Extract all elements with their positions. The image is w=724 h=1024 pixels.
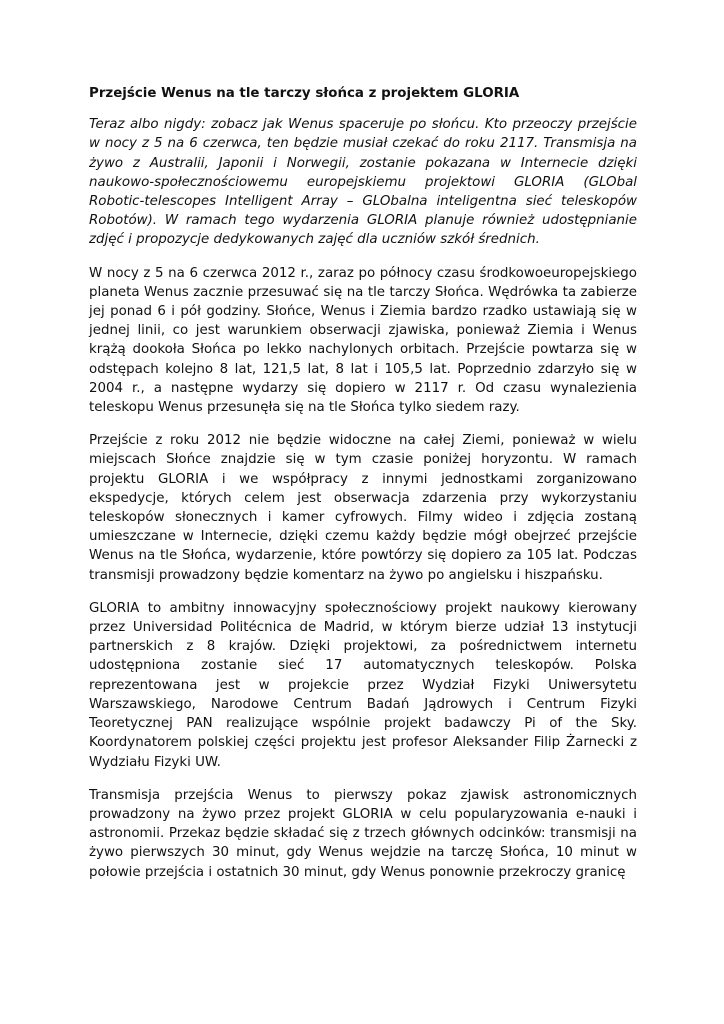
body-paragraph-1: W nocy z 5 na 6 czerwca 2012 r., zaraz po północy czasu środkowoeuropejskiego planeta Wenus zacznie przesuwać się na tle tarczy Słońca. Wędrówka ta zabierze jej ponad 6 i pół godziny. Słońce, Wenus i Ziemia bardzo rzadko ustawiają się w jednej linii, co jest warunkiem obserwacji zjawiska, ponieważ Ziemia i Wenus krążą dookoła Słońca po lekko nachylonych orbitach. Przejście powtarza się w odstępach kolejno 8 lat, 121,5 lat, 8 lat i 105,5 lat. Poprzednio zdarzyło się w 2004 r., a następne wydarzy się dopiero w 2117 r. Od czasu wynalezienia teleskopu Wenus przesunęła się na tle Słońca tylko siedem razy. <box>89 265 637 416</box>
body-paragraph-4: Transmisja przejścia Wenus to pierwszy pokaz zjawisk astronomicznych prowadzony na żywo przez projekt GLORIA w celu popularyzowania e-nauki i astronomii. Przekaz będzie składać się z trzech głównych odcinków: transmisji na żywo pierwszych 30 minut, gdy Wenus wejdzie na tarczę Słońca, 10 minut w połowie przejścia i ostatnich 30 minut, gdy Wenus ponownie przekroczy granicę <box>89 787 637 880</box>
lead-paragraph: Teraz albo nigdy: zobacz jak Wenus spaceruje po słońcu. Kto przeoczy przejście w nocy z 5 na 6 czerwca, ten będzie musiał czekać do roku 2117. Transmisja na żywo z Australii, Japonii i Norwegii, zostanie pokazana w Internecie dzięki naukowo-społecznościowemu europejskiemu projektowi GLORIA (GLObal Robotic-telescopes Intelligent Array – GLObalna inteligentna sieć teleskopów Robotów). W ramach tego wydarzenia GLORIA planuje również udostępnianie zdjęć i propozycje dedykowanych zajęć dla uczniów szkół średnich. <box>89 117 637 248</box>
body-paragraph-2: Przejście z roku 2012 nie będzie widoczne na całej Ziemi, ponieważ w wielu miejscach Słońce znajdzie się w tym czasie poniżej horyzontu. W ramach projektu GLORIA i we współpracy z innymi jednostkami zorganizowano ekspedycje, których celem jest obserwacja zdarzenia przy wykorzystaniu teleskopów słonecznych i kamer cyfrowych. Filmy wideo i zdjęcia zostaną umieszczane w Internecie, dzięki czemu każdy będzie mógł obejrzeć przejście Wenus na tle Słońca, wydarzenie, które powtórzy się dopiero za 105 lat. Podczas transmisji prowadzony będzie komentarz na żywo po angielsku i hiszpańsku. <box>89 433 637 583</box>
document-title: Przejście Wenus na tle tarczy słońca z projektem GLORIA <box>89 86 520 101</box>
body-paragraph-3: GLORIA to ambitny innowacyjny społecznościowy projekt naukowy kierowany przez Universidad Politécnica de Madrid, w którym bierze udział 13 instytucji partnerskich z 8 krajów. Dzięki projektowi, za pośrednictwem internetu udostępniona zostanie sieć 17 automatycznych teleskopów. Polska reprezentowana jest w projekcie przez Wydział Fizyki Uniwersytetu Warszawskiego, Narodowe Centrum Badań Jądrowych i Centrum Fizyki Teoretycznej PAN realizujące wspólnie projekt badawczy Pi of the Sky. Koordynatorem polskiej części projektu jest profesor Aleksander Filip Żarnecki z Wydziału Fizyki UW. <box>89 600 637 770</box>
document-page <box>89 84 637 896</box>
